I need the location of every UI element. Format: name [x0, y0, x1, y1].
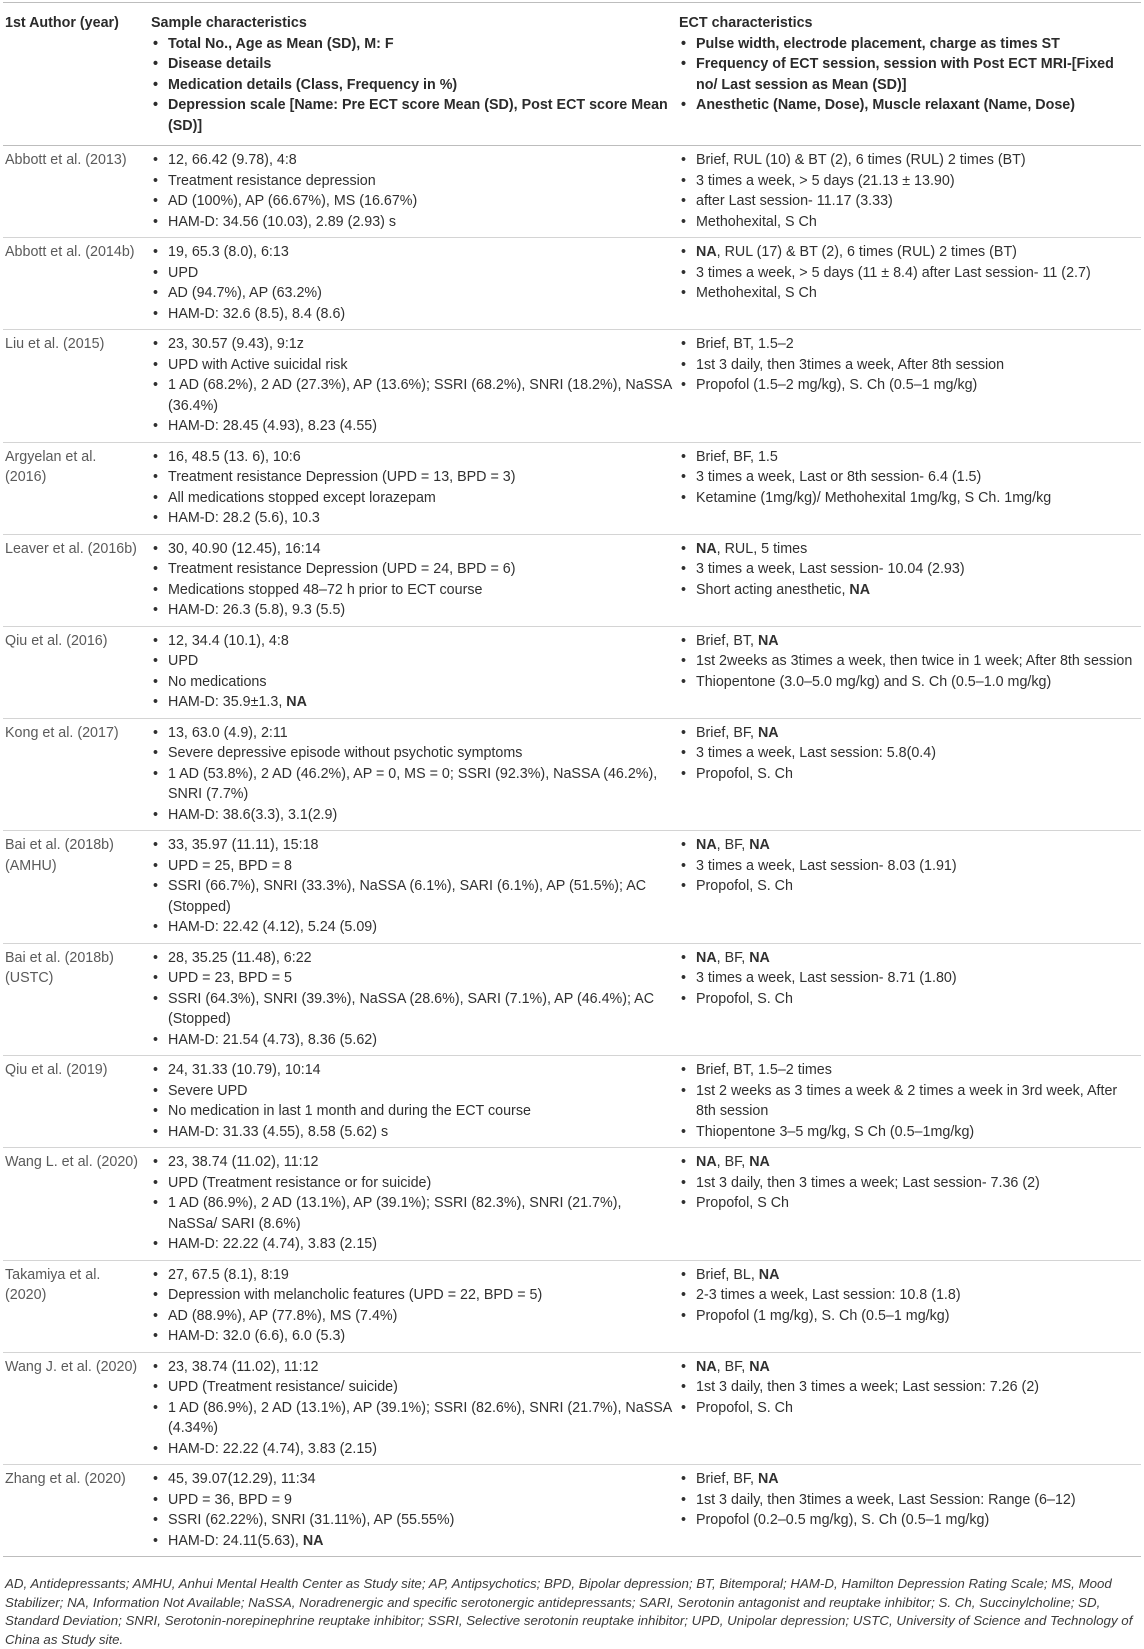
- table-row: [3, 442, 1141, 534]
- ect-item: [679, 1469, 1137, 1490]
- ect-cell: [677, 330, 1141, 443]
- sample-cell: [149, 442, 677, 534]
- text-segment: , BF,: [716, 1358, 750, 1375]
- sample-list: [151, 242, 673, 324]
- ect-item: • 1st 3 daily, then 3 times a week; Last session- 7.36 (2): [679, 1173, 1137, 1194]
- sample-cell: [149, 831, 677, 944]
- ect-item: • 1st 3 daily, then 3times a week, Last Session: Range (6–12): [679, 1490, 1137, 1511]
- table-body: [3, 146, 1141, 1557]
- sample-item: • 45, 39.07(12.29), 11:34: [151, 1469, 673, 1490]
- table-row: [3, 626, 1141, 718]
- sample-item: • All medications stopped except lorazepam: [151, 488, 673, 509]
- sample-list: [151, 1152, 673, 1255]
- na-marker: NA: [749, 949, 770, 966]
- ect-item: [679, 1152, 1137, 1173]
- sample-item: • HAM-D: 32.0 (6.6), 6.0 (5.3): [151, 1326, 673, 1347]
- ect-cell: [677, 1056, 1141, 1148]
- ect-list: [679, 242, 1137, 304]
- sample-item: • HAM-D: 22.22 (4.74), 3.83 (2.15): [151, 1234, 673, 1255]
- text-segment: Short acting anesthetic,: [696, 581, 850, 598]
- ect-item: • Ketamine (1mg/kg)/ Methohexital 1mg/kg, S Ch. 1mg/kg: [679, 488, 1137, 509]
- sample-item: • SSRI (64.3%), SNRI (39.3%), NaSSA (28.6%), SARI (7.1%), AP (46.4%); AC (Stopped): [151, 989, 673, 1030]
- ect-item: [679, 1265, 1137, 1286]
- sample-list: [151, 948, 673, 1051]
- ect-item: • Thiopentone (3.0–5.0 mg/kg) and S. Ch (0.5–1.0 mg/kg): [679, 672, 1137, 693]
- sample-item: • UPD: [151, 263, 673, 284]
- author-cell: Wang J. et al. (2020): [3, 1352, 149, 1465]
- ect-item: [679, 631, 1137, 652]
- text-segment: , BF,: [716, 1154, 750, 1170]
- table-row: [3, 718, 1141, 831]
- ect-list: [679, 1152, 1137, 1214]
- ect-item: [679, 539, 1137, 560]
- sample-cell: [149, 330, 677, 443]
- ect-item: • 2-3 times a week, Last session: 10.8 (1.8): [679, 1285, 1137, 1306]
- header-row: [3, 3, 1141, 146]
- na-marker: NA: [696, 1154, 717, 1170]
- na-marker: NA: [696, 837, 717, 853]
- ect-item: • 1st 2 weeks as 3 times a week & 2 times a week in 3rd week, After 8th session: [679, 1081, 1137, 1122]
- sample-list: [151, 150, 673, 232]
- author-cell: Wang L. et al. (2020): [3, 1148, 149, 1261]
- table-row: [3, 146, 1141, 238]
- sample-item: • 24, 31.33 (10.79), 10:14: [151, 1060, 673, 1081]
- ect-cell: [677, 626, 1141, 718]
- ect-list: [679, 334, 1137, 396]
- author-cell: Leaver et al. (2016b): [3, 534, 149, 626]
- sample-item: • HAM-D: 22.42 (4.12), 5.24 (5.09): [151, 917, 673, 938]
- ect-item: [679, 723, 1137, 744]
- sample-item: • 13, 63.0 (4.9), 2:11: [151, 723, 673, 744]
- author-cell: Abbott et al. (2014b): [3, 238, 149, 330]
- sample-list: [151, 447, 673, 529]
- na-marker: NA: [696, 244, 717, 260]
- author-cell: Takamiya et al. (2020): [3, 1260, 149, 1352]
- table-row: [3, 1148, 1141, 1261]
- table-row: [3, 1352, 1141, 1465]
- text-segment: , BF,: [716, 837, 750, 853]
- sample-cell: [149, 1260, 677, 1352]
- table-row: [3, 534, 1141, 626]
- ect-cell: [677, 831, 1141, 944]
- sample-cell: [149, 626, 677, 718]
- table-row: [3, 1056, 1141, 1148]
- ect-item: • Brief, RUL (10) & BT (2), 6 times (RUL) 2 times (BT): [679, 150, 1137, 171]
- sample-item: • HAM-D: 28.2 (5.6), 10.3: [151, 508, 673, 529]
- ect-list: [679, 1469, 1137, 1531]
- ect-item: • Propofol, S. Ch: [679, 876, 1137, 897]
- sample-item: • 33, 35.97 (11.11), 15:18: [151, 835, 673, 856]
- ect-cell: [677, 1465, 1141, 1557]
- na-marker: NA: [749, 837, 770, 853]
- sample-item: • Severe depressive episode without psychotic symptoms: [151, 743, 673, 764]
- sample-item: • HAM-D: 31.33 (4.55), 8.58 (5.62) s: [151, 1122, 673, 1143]
- sample-item: [151, 692, 673, 713]
- sample-item: • AD (94.7%), AP (63.2%): [151, 283, 673, 304]
- text-segment: HAM-D: 24.11(5.63),: [168, 1532, 303, 1549]
- ect-studies-table: [3, 2, 1141, 1557]
- table-row: [3, 330, 1141, 443]
- sample-cell: [149, 718, 677, 831]
- sample-item: • HAM-D: 22.22 (4.74), 3.83 (2.15): [151, 1439, 673, 1460]
- sample-item: • HAM-D: 32.6 (8.5), 8.4 (8.6): [151, 304, 673, 325]
- text-segment: HAM-D: 35.9±1.3,: [168, 694, 287, 710]
- ect-item: • Propofol (0.2–0.5 mg/kg), S. Ch (0.5–1 mg/kg): [679, 1510, 1137, 1531]
- header-bullet-item: • Disease details: [151, 54, 673, 75]
- ect-item: • Methohexital, S Ch: [679, 212, 1137, 233]
- sample-item: • SSRI (62.22%), SNRI (31.11%), AP (55.55%): [151, 1510, 673, 1531]
- sample-list: [151, 1060, 673, 1142]
- sample-item: • Severe UPD: [151, 1081, 673, 1102]
- na-marker: NA: [849, 581, 871, 598]
- table-row: [3, 831, 1141, 944]
- author-cell: Qiu et al. (2019): [3, 1056, 149, 1148]
- ect-list: [679, 1357, 1137, 1419]
- header-bullet-item: • Frequency of ECT session, session with Post ECT MRI-[Fixed no/ Last session as Mean (SD)]: [679, 54, 1137, 95]
- ect-item: • Brief, BT, 1.5–2 times: [679, 1060, 1137, 1081]
- na-marker: NA: [757, 1471, 779, 1487]
- ect-item: [679, 835, 1137, 856]
- sample-list: [151, 835, 673, 938]
- sample-item: • 1 AD (53.8%), 2 AD (46.2%), AP = 0, MS = 0; SSRI (92.3%), NaSSA (46.2%), SNRI (7.7%): [151, 764, 673, 805]
- sample-cell: [149, 943, 677, 1056]
- sample-list: [151, 1265, 673, 1347]
- author-cell: Qiu et al. (2016): [3, 626, 149, 718]
- table-header: [3, 3, 1141, 146]
- header-bullet-item: • Medication details (Class, Frequency in %): [151, 75, 673, 96]
- table-row: [3, 238, 1141, 330]
- ect-list: [679, 631, 1137, 693]
- text-segment: , RUL (17) & BT (2), 6 times (RUL) 2 times (BT): [716, 244, 1017, 260]
- sample-item: • HAM-D: 34.56 (10.03), 2.89 (2.93) s: [151, 212, 673, 233]
- ect-item: • 3 times a week, Last or 8th session- 6.4 (1.5): [679, 467, 1137, 488]
- na-marker: NA: [286, 694, 307, 710]
- sample-cell: [149, 1148, 677, 1261]
- author-cell: Argyelan et al. (2016): [3, 442, 149, 534]
- sample-item: • UPD (Treatment resistance/ suicide): [151, 1377, 673, 1398]
- ect-item: • Propofol (1 mg/kg), S. Ch (0.5–1 mg/kg): [679, 1306, 1137, 1327]
- ect-list: [679, 1265, 1137, 1327]
- header-bullet-item: • Anesthetic (Name, Dose), Muscle relaxant (Name, Dose): [679, 95, 1137, 116]
- ect-list: [679, 539, 1137, 601]
- ect-item: • Methohexital, S Ch: [679, 283, 1137, 304]
- ect-item: • 3 times a week, > 5 days (21.13 ± 13.90): [679, 171, 1137, 192]
- header-ect-characteristics: [677, 3, 1141, 146]
- ect-list: [679, 948, 1137, 1010]
- sample-item: • 28, 35.25 (11.48), 6:22: [151, 948, 673, 969]
- text-segment: Brief, BT,: [696, 632, 758, 649]
- sample-item: • 19, 65.3 (8.0), 6:13: [151, 242, 673, 263]
- ect-cell: [677, 943, 1141, 1056]
- ect-item: [679, 242, 1137, 263]
- sample-item: • No medications: [151, 672, 673, 693]
- na-marker: NA: [696, 540, 717, 557]
- sample-item: • UPD = 23, BPD = 5: [151, 968, 673, 989]
- sample-cell: [149, 534, 677, 626]
- header-ect-items: [679, 34, 1137, 116]
- ect-item: [679, 580, 1137, 601]
- ect-item: • Thiopentone 3–5 mg/kg, S Ch (0.5–1mg/kg): [679, 1122, 1137, 1143]
- ect-cell: [677, 534, 1141, 626]
- ect-list: [679, 150, 1137, 232]
- sample-item: [151, 1531, 673, 1552]
- sample-item: • 12, 34.4 (10.1), 4:8: [151, 631, 673, 652]
- sample-cell: [149, 1056, 677, 1148]
- table-row: [3, 1465, 1141, 1557]
- na-marker: NA: [696, 949, 717, 966]
- ect-item: • 3 times a week, Last session- 8.71 (1.80): [679, 968, 1137, 989]
- ect-cell: [677, 1148, 1141, 1261]
- sample-item: • Treatment resistance Depression (UPD = 24, BPD = 6): [151, 559, 673, 580]
- author-cell: Liu et al. (2015): [3, 330, 149, 443]
- ect-list: [679, 447, 1137, 509]
- ect-item: • 3 times a week, Last session: 5.8(0.4): [679, 743, 1137, 764]
- table-row: [3, 943, 1141, 1056]
- ect-item: • 3 times a week, Last session- 10.04 (2.93): [679, 559, 1137, 580]
- header-author: 1st Author (year): [3, 3, 149, 146]
- sample-item: • 23, 30.57 (9.43), 9:1z: [151, 334, 673, 355]
- sample-item: • AD (88.9%), AP (77.8%), MS (7.4%): [151, 1306, 673, 1327]
- text-segment: Brief, BL,: [696, 1266, 759, 1283]
- ect-item: • Propofol, S. Ch: [679, 764, 1137, 785]
- sample-item: • 1 AD (86.9%), 2 AD (13.1%), AP (39.1%); SSRI (82.6%), SNRI (21.7%), NaSSA (4.34%): [151, 1398, 673, 1439]
- text-segment: , BF,: [716, 949, 750, 966]
- author-cell: Zhang et al. (2020): [3, 1465, 149, 1557]
- ect-cell: [677, 442, 1141, 534]
- sample-item: • No medication in last 1 month and during the ECT course: [151, 1101, 673, 1122]
- sample-item: • Depression with melancholic features (UPD = 22, BPD = 5): [151, 1285, 673, 1306]
- header-sample-characteristics: [149, 3, 677, 146]
- sample-item: • 30, 40.90 (12.45), 16:14: [151, 539, 673, 560]
- sample-item: • HAM-D: 28.45 (4.93), 8.23 (4.55): [151, 416, 673, 437]
- ect-list: [679, 1060, 1137, 1142]
- ect-item: • Brief, BF, 1.5: [679, 447, 1137, 468]
- text-segment: Brief, BF,: [696, 724, 758, 741]
- na-marker: NA: [757, 724, 779, 741]
- na-marker: NA: [696, 1358, 717, 1375]
- sample-list: [151, 723, 673, 826]
- sample-item: • SSRI (66.7%), SNRI (33.3%), NaSSA (6.1%), SARI (6.1%), AP (51.5%); AC (Stopped): [151, 876, 673, 917]
- sample-cell: [149, 1465, 677, 1557]
- sample-item: • Treatment resistance Depression (UPD = 13, BPD = 3): [151, 467, 673, 488]
- ect-list: [679, 723, 1137, 785]
- sample-cell: [149, 238, 677, 330]
- ect-cell: [677, 1352, 1141, 1465]
- ect-item: • 1st 2weeks as 3times a week, then twice in 1 week; After 8th session: [679, 651, 1137, 672]
- ect-item: • Propofol, S Ch: [679, 1193, 1137, 1214]
- ect-item: [679, 948, 1137, 969]
- sample-item: • 23, 38.74 (11.02), 11:12: [151, 1152, 673, 1173]
- na-marker: NA: [749, 1154, 770, 1170]
- sample-item: • HAM-D: 21.54 (4.73), 8.36 (5.62): [151, 1030, 673, 1051]
- header-ect-title: ECT characteristics: [679, 15, 813, 31]
- header-sample-title: Sample characteristics: [151, 15, 307, 31]
- sample-item: • 12, 66.42 (9.78), 4:8: [151, 150, 673, 171]
- table-footnote: AD, Antidepressants; AMHU, Anhui Mental Health Center as Study site; AP, Antipsychotics; BPD, Bipolar depression; BT, Bitemporal; HAM-D, Hamilton Depression Rating Scale; MS, Mood Stabilizer; NA, Information Not Available; NaSSA, Noradrenergic and specific serotonergic antidepressants; SARI, Serotonin antagonist and reuptake inhibitor; S. Ch, Succinylcholine; SD, Standard Deviation; SNRI, Serotonin-norepinephrine reuptake inhibitor; SSRI, Selective serotonin reuptake inhibitor; UPD, Unipolar depression; USTC, University of Science and Technology of China as Study site.: [5, 1576, 1133, 1647]
- sample-item: • 1 AD (86.9%), 2 AD (13.1%), AP (39.1%); SSRI (82.3%), SNRI (21.7%), NaSSa/ SARI (8.6%): [151, 1193, 673, 1234]
- sample-item: • 16, 48.5 (13. 6), 10:6: [151, 447, 673, 468]
- ect-item: • 3 times a week, Last session- 8.03 (1.91): [679, 856, 1137, 877]
- ect-list: [679, 835, 1137, 897]
- author-cell: Abbott et al. (2013): [3, 146, 149, 238]
- na-marker: NA: [749, 1358, 770, 1375]
- sample-item: • HAM-D: 38.6(3.3), 3.1(2.9): [151, 805, 673, 826]
- ect-item: • Propofol (1.5–2 mg/kg), S. Ch (0.5–1 mg/kg): [679, 375, 1137, 396]
- sample-list: [151, 1357, 673, 1460]
- sample-item: • UPD (Treatment resistance or for suicide): [151, 1173, 673, 1194]
- author-cell: Bai et al. (2018b) (AMHU): [3, 831, 149, 944]
- na-marker: NA: [757, 632, 779, 649]
- sample-item: • UPD: [151, 651, 673, 672]
- table-row: [3, 1260, 1141, 1352]
- ect-item: • Brief, BT, 1.5–2: [679, 334, 1137, 355]
- ect-item: [679, 1357, 1137, 1378]
- ect-item: • 1st 3 daily, then 3times a week, After 8th session: [679, 355, 1137, 376]
- sample-item: • AD (100%), AP (66.67%), MS (16.67%): [151, 191, 673, 212]
- header-bullet-item: • Depression scale [Name: Pre ECT score Mean (SD), Post ECT score Mean (SD)]: [151, 95, 673, 136]
- author-cell: Bai et al. (2018b) (USTC): [3, 943, 149, 1056]
- sample-list: [151, 539, 673, 621]
- na-marker: NA: [302, 1532, 324, 1549]
- sample-item: • UPD = 25, BPD = 8: [151, 856, 673, 877]
- sample-list: [151, 631, 673, 713]
- sample-cell: [149, 1352, 677, 1465]
- header-bullet-item: • Pulse width, electrode placement, charge as times ST: [679, 34, 1137, 55]
- ect-item: • after Last session- 11.17 (3.33): [679, 191, 1137, 212]
- sample-item: • 27, 67.5 (8.1), 8:19: [151, 1265, 673, 1286]
- ect-item: • Propofol, S. Ch: [679, 1398, 1137, 1419]
- header-sample-items: [151, 34, 673, 137]
- sample-item: • UPD with Active suicidal risk: [151, 355, 673, 376]
- ect-item: • Propofol, S. Ch: [679, 989, 1137, 1010]
- ect-item: • 1st 3 daily, then 3 times a week; Last session: 7.26 (2): [679, 1377, 1137, 1398]
- sample-cell: [149, 146, 677, 238]
- author-cell: Kong et al. (2017): [3, 718, 149, 831]
- ect-cell: [677, 146, 1141, 238]
- sample-item: • 23, 38.74 (11.02), 11:12: [151, 1357, 673, 1378]
- text-segment: , RUL, 5 times: [716, 540, 808, 557]
- sample-list: [151, 334, 673, 437]
- ect-item: • 3 times a week, > 5 days (11 ± 8.4) after Last session- 11 (2.7): [679, 263, 1137, 284]
- sample-item: • Treatment resistance depression: [151, 171, 673, 192]
- ect-cell: [677, 718, 1141, 831]
- ect-cell: [677, 1260, 1141, 1352]
- sample-item: • 1 AD (68.2%), 2 AD (27.3%), AP (13.6%); SSRI (68.2%), SNRI (18.2%), NaSSA (36.4%): [151, 375, 673, 416]
- text-segment: Brief, BF,: [696, 1471, 758, 1487]
- sample-item: • Medications stopped 48–72 h prior to ECT course: [151, 580, 673, 601]
- ect-cell: [677, 238, 1141, 330]
- header-bullet-item: • Total No., Age as Mean (SD), M: F: [151, 34, 673, 55]
- sample-list: [151, 1469, 673, 1551]
- sample-item: • HAM-D: 26.3 (5.8), 9.3 (5.5): [151, 600, 673, 621]
- sample-item: • UPD = 36, BPD = 9: [151, 1490, 673, 1511]
- na-marker: NA: [758, 1266, 780, 1283]
